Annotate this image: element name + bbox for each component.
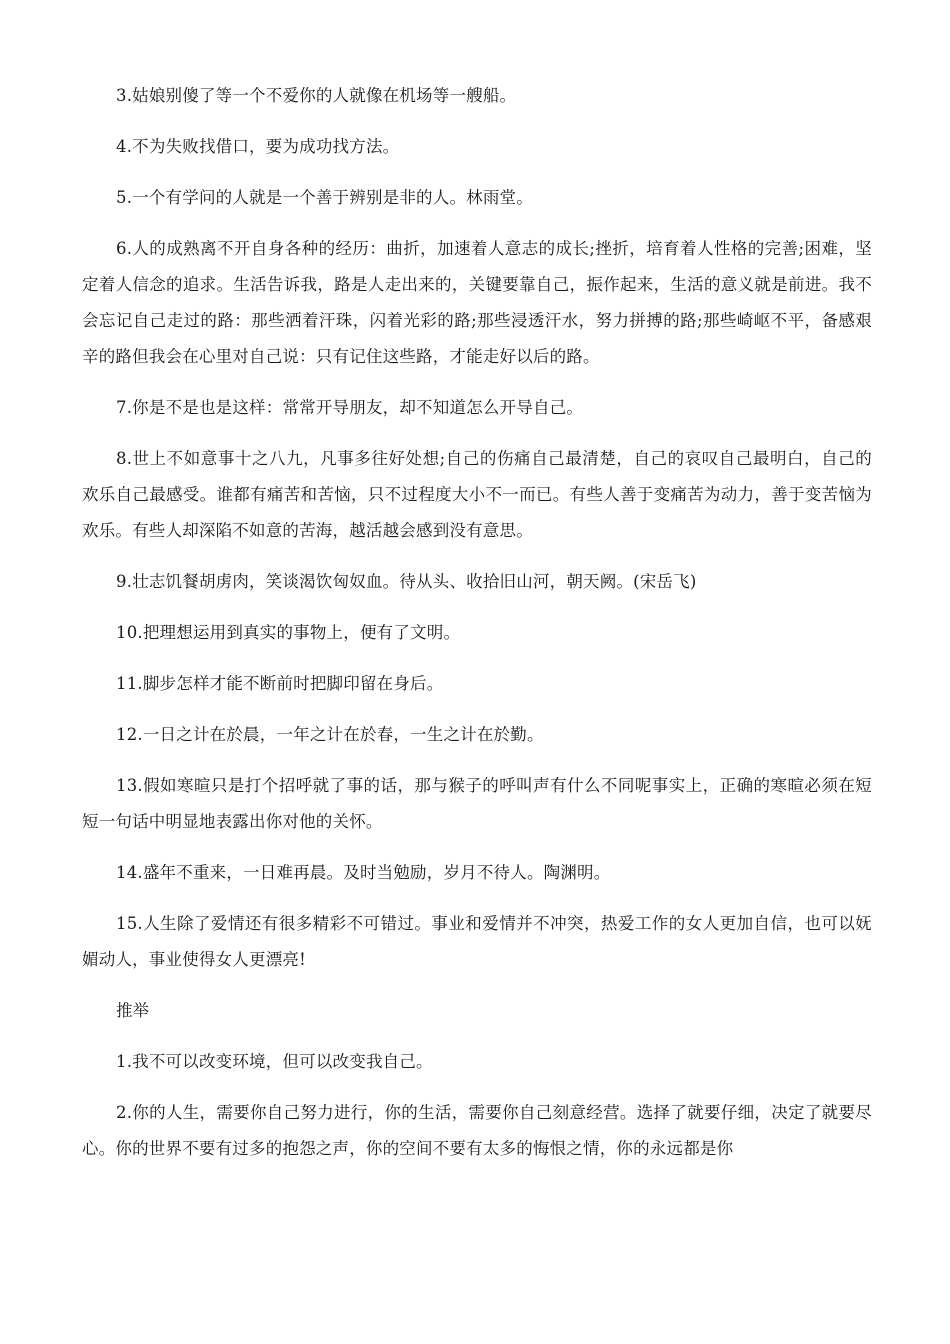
quote-15: 15.人生除了爱情还有很多精彩不可错过。事业和爱情并不冲突，热爱工作的女人更加自信，也可以妩媚动人，事业使得女人更漂亮! — [82, 914, 872, 969]
quote-4: 4.不为失败找借口，要为成功找方法。 — [116, 137, 400, 156]
quote-9: 9.壮志饥餐胡虏肉，笑谈渴饮匈奴血。待从头、收拾旧山河，朝天阙。(宋岳飞) — [116, 572, 697, 591]
section-quote-1: 1.我不可以改变环境，但可以改变我自己。 — [116, 1052, 433, 1071]
document-page — [82, 78, 872, 1182]
quote-14: 14.盛年不重来，一日难再晨。及时当勉励，岁月不待人。陶渊明。 — [116, 863, 611, 882]
quote-3: 3.姑娘别傻了等一个不爱你的人就像在机场等一艘船。 — [116, 86, 517, 105]
quote-5: 5.一个有学问的人就是一个善于辨别是非的人。林雨堂。 — [116, 188, 533, 207]
section-quote-2: 2.你的人生，需要你自己努力进行，你的生活，需要你自己刻意经营。选择了就要仔细，决定了就要尽心。你的世界不要有过多的抱怨之声，你的空间不要有太多的悔恨之情，你的永远都是你 — [82, 1103, 872, 1158]
quote-6: 6.人的成熟离不开自身各种的经历：曲折，加速着人意志的成长;挫折，培育着人性格的完善;困难，坚定着人信念的追求。生活告诉我，路是人走出来的，关键要靠自己，振作起来，生活的意义就是前进。我不会忘记自己走过的路：那些洒着汗珠，闪着光彩的路;那些浸透汗水，努力拼搏的路;那些崎岖不平，备感艰辛的路但我会在心里对自己说：只有记住这些路，才能走好以后的路。 — [82, 239, 872, 366]
quote-7: 7.你是不是也是这样：常常开导朋友，却不知道怎么开导自己。 — [116, 398, 584, 417]
quote-11: 11.脚步怎样才能不断前时把脚印留在身后。 — [116, 674, 444, 693]
quote-10: 10.把理想运用到真实的事物上，便有了文明。 — [116, 623, 461, 642]
quote-8: 8.世上不如意事十之八九，凡事多往好处想;自己的伤痛自己最清楚，自己的哀叹自己最明白，自己的欢乐自己最感受。谁都有痛苦和苦恼，只不过程度大小不一而已。有些人善于变痛苦为动力，善于变苦恼为欢乐。有些人却深陷不如意的苦海，越活越会感到没有意思。 — [82, 449, 872, 540]
section-heading: 推举 — [116, 1001, 149, 1020]
quote-13: 13.假如寒暄只是打个招呼就了事的话，那与猴子的呼叫声有什么不同呢事实上，正确的寒暄必须在短短一句话中明显地表露出你对他的关怀。 — [82, 776, 872, 831]
quote-12: 12.一日之计在於晨，一年之计在於春，一生之计在於勤。 — [116, 725, 544, 744]
